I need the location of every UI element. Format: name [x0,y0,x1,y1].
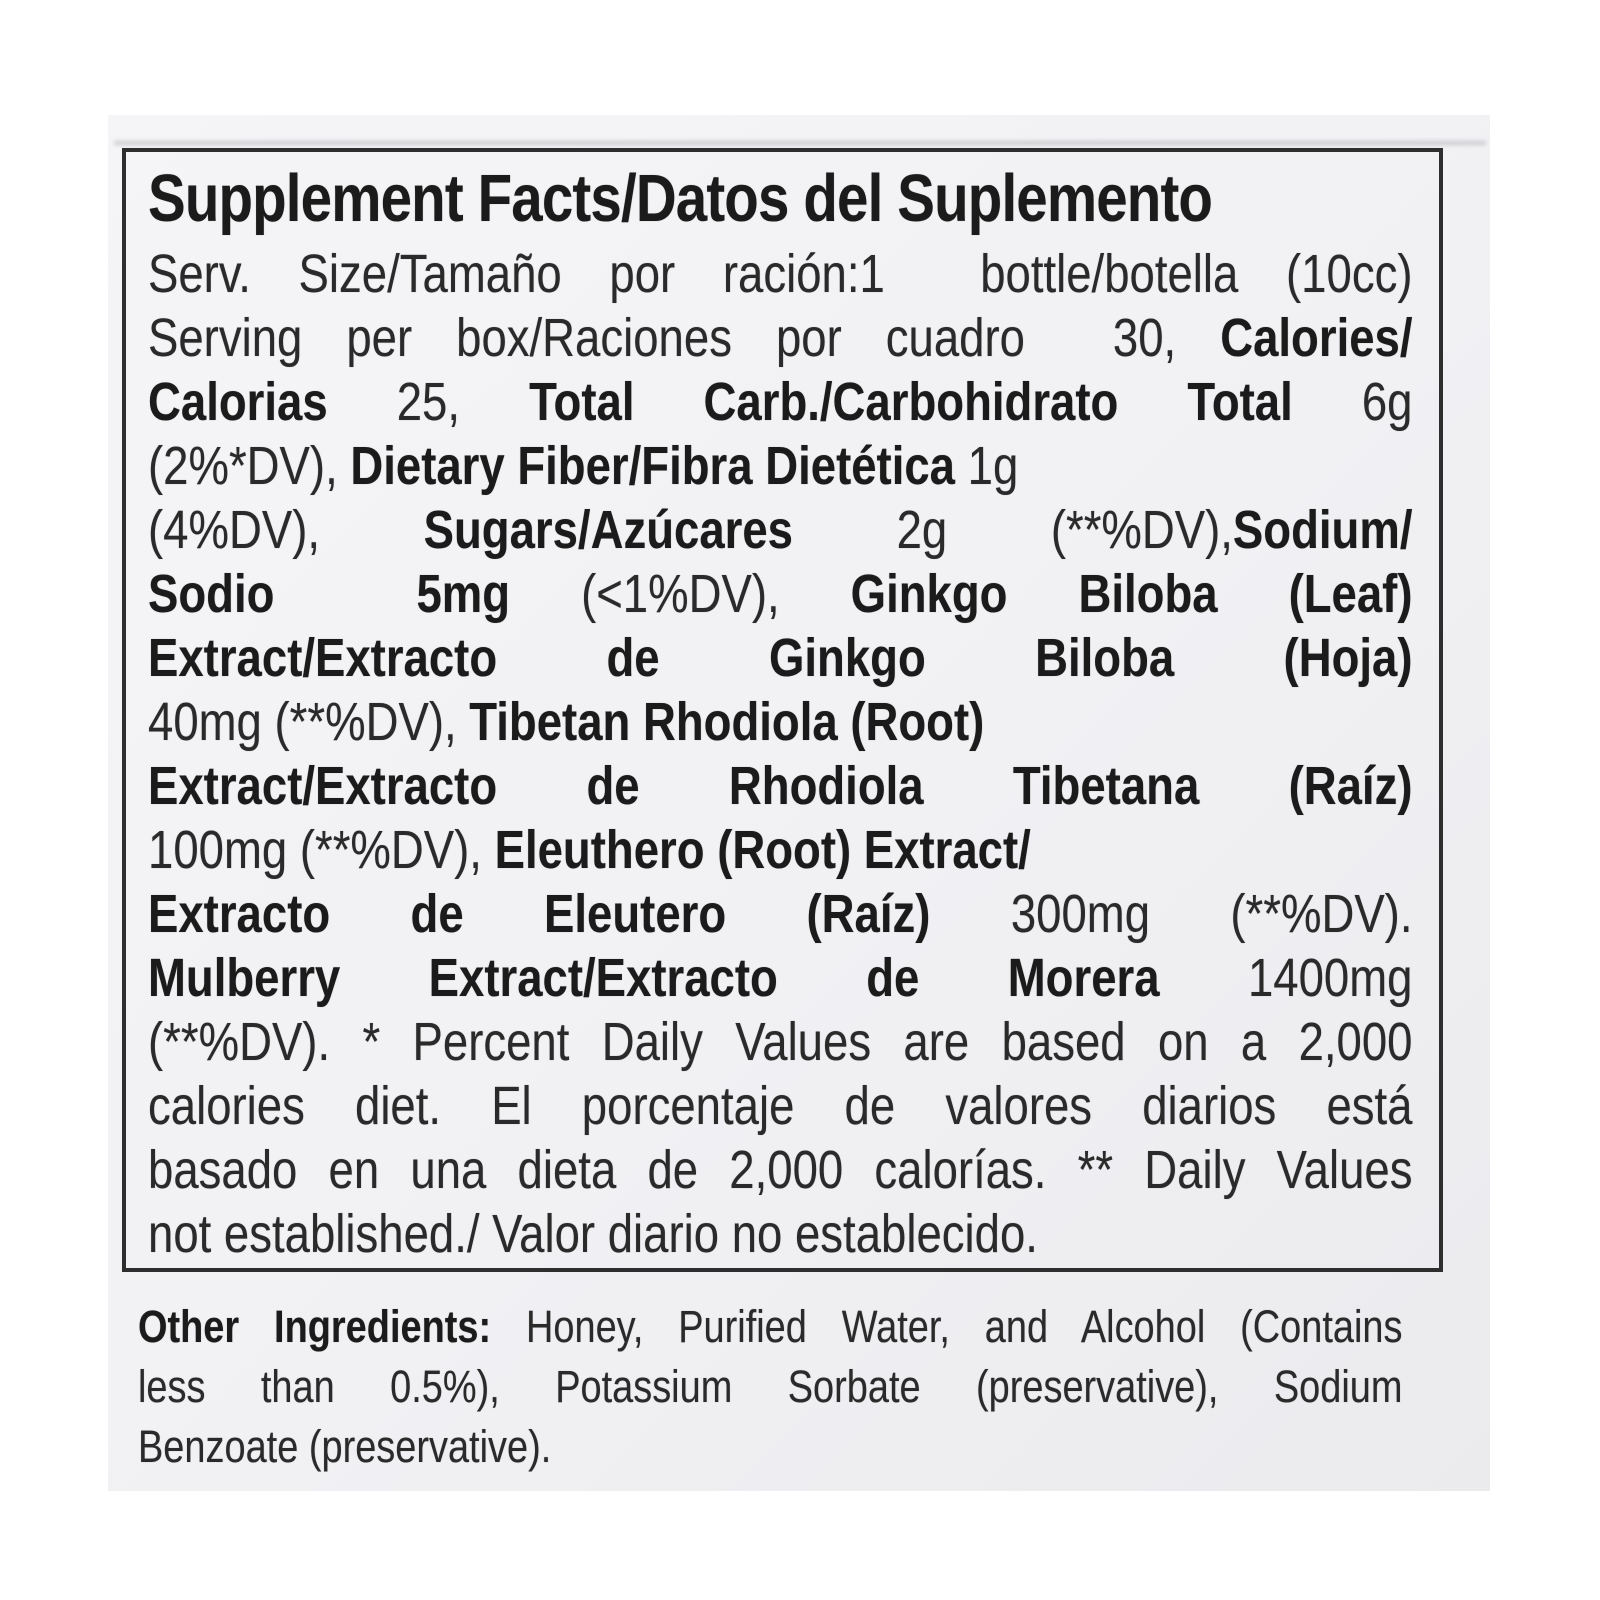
text-segment: less than 0.5%), Potassium Sorbate (preservative), Sodium [138,1361,1403,1412]
text-segment: (**%DV). * Percent Daily Values are based on a 2,000 [148,1012,1413,1072]
text-segment: 1g [955,436,1019,496]
facts-line [148,562,1413,626]
text-segment: 100mg (**%DV), [148,820,495,880]
label-crease-line [114,141,1486,145]
text-segment: Calories/ [1220,308,1413,368]
facts-line [148,306,1413,370]
text-segment: 25, [327,372,530,432]
text-segment: Honey, Purified Water, and Alcohol (Contains [491,1301,1403,1352]
facts-line [148,882,1413,946]
text-segment: basado en una dieta de 2,000 calorías. ** Daily Values [148,1140,1413,1200]
text-segment: Extract/Extracto de Rhodiola Tibetana (Raíz) [148,756,1413,816]
text-segment: (4%DV), [148,500,424,560]
text-segment: 300mg (**%DV). [930,884,1413,944]
facts-line [148,1074,1413,1138]
text-segment: Ginkgo Biloba (Leaf) [850,564,1413,624]
supplement-facts-box [122,148,1443,1272]
text-segment: Extract/Extracto de Ginkgo Biloba (Hoja) [148,628,1413,688]
text-segment: 2g (**%DV), [793,500,1233,560]
other-ingredients-line [138,1417,1403,1477]
other-ingredients-line [138,1357,1403,1417]
text-segment: not established./ Valor diario no establecido. [148,1204,1038,1264]
text-segment: Extracto de Eleutero (Raíz) [148,884,931,944]
supplement-facts-text [148,242,1439,1266]
text-segment: Sodium/ [1232,500,1413,560]
facts-line [148,818,1413,882]
text-segment: Total Carb./Carbohidrato Total [529,372,1293,432]
facts-line [148,1010,1413,1074]
text-segment: Eleuthero (Root) Extract/ [494,820,1031,880]
facts-line [148,370,1413,434]
text-segment: Other Ingredients: [138,1301,492,1352]
text-segment: 40mg (**%DV), [148,692,470,752]
other-ingredients-line [138,1297,1403,1357]
facts-line [148,690,1413,754]
facts-line [148,498,1413,562]
supplement-label-photo [108,115,1490,1491]
text-segment: (<1%DV), [510,564,851,624]
text-segment: Sugars/Azúcares [423,500,794,560]
facts-line [148,946,1413,1010]
facts-line [148,1202,1413,1266]
facts-line [148,242,1413,306]
text-segment: Mulberry Extract/Extracto de Morera [148,948,1160,1008]
text-segment: Serv. Size/Tamaño por ración:1 bottle/botella (10cc) [148,244,1413,304]
text-segment: Tibetan Rhodiola (Root) [469,692,985,752]
facts-line [148,1138,1413,1202]
text-segment: calories diet. El porcentaje de valores diarios está [148,1076,1413,1136]
text-segment: Benzoate (preservative). [138,1421,552,1472]
text-segment: Sodio 5mg [148,564,511,624]
text-segment: 1400mg [1159,948,1413,1008]
other-ingredients-text [138,1297,1490,1477]
supplement-facts-title: Supplement Facts/Datos del Suplemento [148,161,1213,236]
text-segment: (2%*DV), [148,436,351,496]
facts-line [148,754,1413,818]
text-segment: Calorias [148,372,328,432]
text-segment: Serving per box/Raciones por cuadro 30, [148,308,1221,368]
facts-line [148,434,1413,498]
text-segment: 6g [1292,372,1413,432]
facts-line [148,626,1413,690]
text-segment: Dietary Fiber/Fibra Dietética [350,436,956,496]
